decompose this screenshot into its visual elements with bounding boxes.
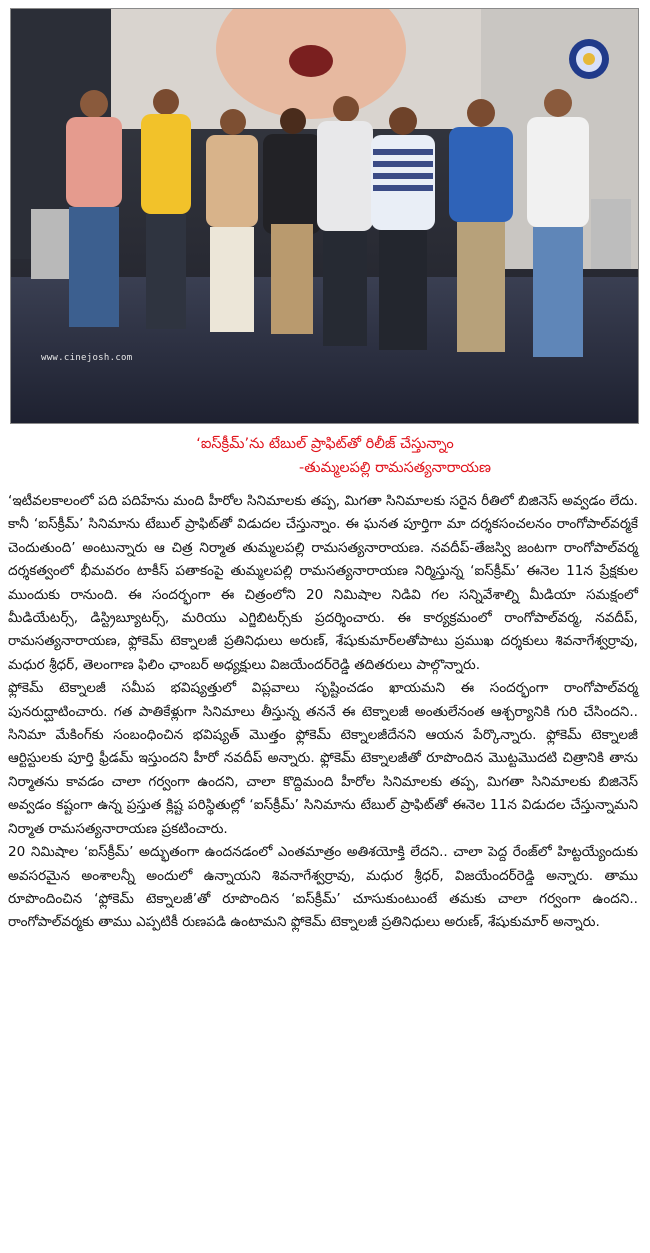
photo-watermark: www.cinejosh.com [41, 353, 133, 363]
article-paragraph: 20 నిమిషాల ‘ఐస్‌క్రీమ్‌’ అద్భుతంగా ఉందనడంలో ఎంతమాత్రం అతిశయోక్తి లేదని.. చాలా పెద్ద రేంజ్‌లో హిట్టయ్యేందుకు అవసరమైన అంశాలన్నీ అందులో ఉన్నాయని శివనాగేశ్వర్రావు, మధుర శ్రీధర్‌, విజయేందర్‌రెడ్డి అన్నారు. తాము రూపొందించిన ‘ఫ్లోకెమ్‌ టెక్నాలజీ’తో రూపొందిన ‘ఐస్‌క్రీమ్‌’ చూసుకుంటుంటే తమకు చాలా గర్వంగా ఉందని.. రాంగోపాల్‌వర్మకు తాము ఎప్పటికీ రుణపడి ఉంటామని ఫ్లోకెమ్‌ టెక్నాలజీ ప్రతినిధులు అరుణ్‌, శేషుకుమార్‌ అన్నారు. [8, 844, 638, 931]
cinejosh-logo-icon [569, 39, 609, 79]
headline-byline: -తుమ్మలపల్లి రామసత్యనారాయణ [299, 460, 491, 476]
headline-title: ‘ఐస్‌క్రీమ్‌’ను టేబుల్‌ ప్రాఫిట్‌తో రిలీజ్‌ చేస్తున్నాం [196, 436, 454, 452]
article-headline [0, 432, 650, 480]
article-paragraph: ఫ్లోకెమ్‌ టెక్నాలజీ సమీప భవిష్యత్తులో విప్లవాలు సృష్టించడం ఖాయమని ఈ సందర్భంగా రాంగోపాల్‌వర్మ పునరుద్ఘాటించారు. గత పాతికేళ్లుగా సినిమాలు తీస్తున్న తననే ఈ టెక్నాలజీ అంతులేనంత ఆశ్చర్యానికి గురి చేసిందని.. సినిమా మేకింగ్‌కు సంబంధించిన భవిష్యత్‌ మొత్తం ఫ్లోకెమ్‌ టెక్నాలజీదేనని ఆయన పేర్కొన్నారు. ఫ్లోకెమ్‌ టెక్నాలజీ ఆర్టిస్టులకు పూర్తి ఫ్రీడమ్‌ ఇస్తుందని హీరో నవదీప్‌ అన్నారు. ఫ్లోకెమ్‌ టెక్నాలజీతో రూపొందిన మొట్టమొదటి చిత్రానికి తాను నిర్మాతను కావడం చాలా గర్వంగా ఉందని, చాలా కొద్దిమంది హీరోల సినిమాలకు తప్ప, మిగతా సినిమాలకు బిజినెస్‌ అవ్వడం కష్టంగా ఉన్న ప్రస్తుత క్లిష్ట పరిస్థితుల్లో ‘ఐస్‌క్రీమ్‌’ సినిమాను టేబుల్‌ ప్రాఫిట్‌తో ఈనెల 11న విడుదల చేస్తున్నామని నిర్మాత రామసత్యనారాయణ ప్రకటించారు. [8, 680, 638, 837]
article-body [8, 490, 638, 935]
press-meet-photo [10, 8, 639, 424]
article-paragraph: ‘ఇటీవలకాలంలో పది పదిహేను మంది హీరోల సినిమాలకు తప్ప, మిగతా సినిమాలకు సరైన రీతిలో బిజినెస్‌ అవ్వడం లేదు. కానీ ‘ఐస్‌క్రీమ్‌’ సినిమాను టేబుల్‌ ప్రాఫిట్‌తో విడుదల చేస్తున్నాం. ఈ ఘనత పూర్తిగా మా దర్శకసంచలనం రాంగోపాల్‌వర్మకే చెందుతుంది’ అంటున్నారు ఆ చిత్ర నిర్మాత తుమ్మలపల్లి రామసత్యనారాయణ. నవదీప్‌-తేజస్వి జంటగా రాంగోపాల్‌వర్మ దర్శకత్వంలో భీమవరం టాకీస్‌ పతాకంపై తుమ్మలపల్లి రామసత్యనారాయణ నిర్మిస్తున్న ‘ఐస్‌క్రీమ్‌’ ఈనెల 11న ప్రేక్షకుల ముందుకు రానుంది. ఈ సందర్భంగా ఈ చిత్రంలోని 20 నిమిషాల నిడివి గల సన్నివేశాల్ని మీడియా సమక్షంలో మీడియేటర్స్‌, డిస్ట్రిబ్యూటర్స్‌, మరియు ఎగ్జిబిటర్స్‌కు ప్రదర్శించారు. ఈ కార్యక్రమంలో రాంగోపాల్‌వర్మ, నవదీప్‌, రామసత్యనారాయణ, ఫ్లోకెమ్‌ టెక్నాలజీ ప్రతినిధులు అరుణ్‌, శేషుకుమార్‌లతోపాటు ప్రముఖ దర్శకులు శివనాగేశ్వర్రావు, మధుర శ్రీధర్‌, తెలంగాణ ఫిలిం ఛాంబర్‌ అధ్యక్షులు విజయేందర్‌రెడ్డి తదితరులు పాల్గొన్నారు. [8, 493, 638, 673]
